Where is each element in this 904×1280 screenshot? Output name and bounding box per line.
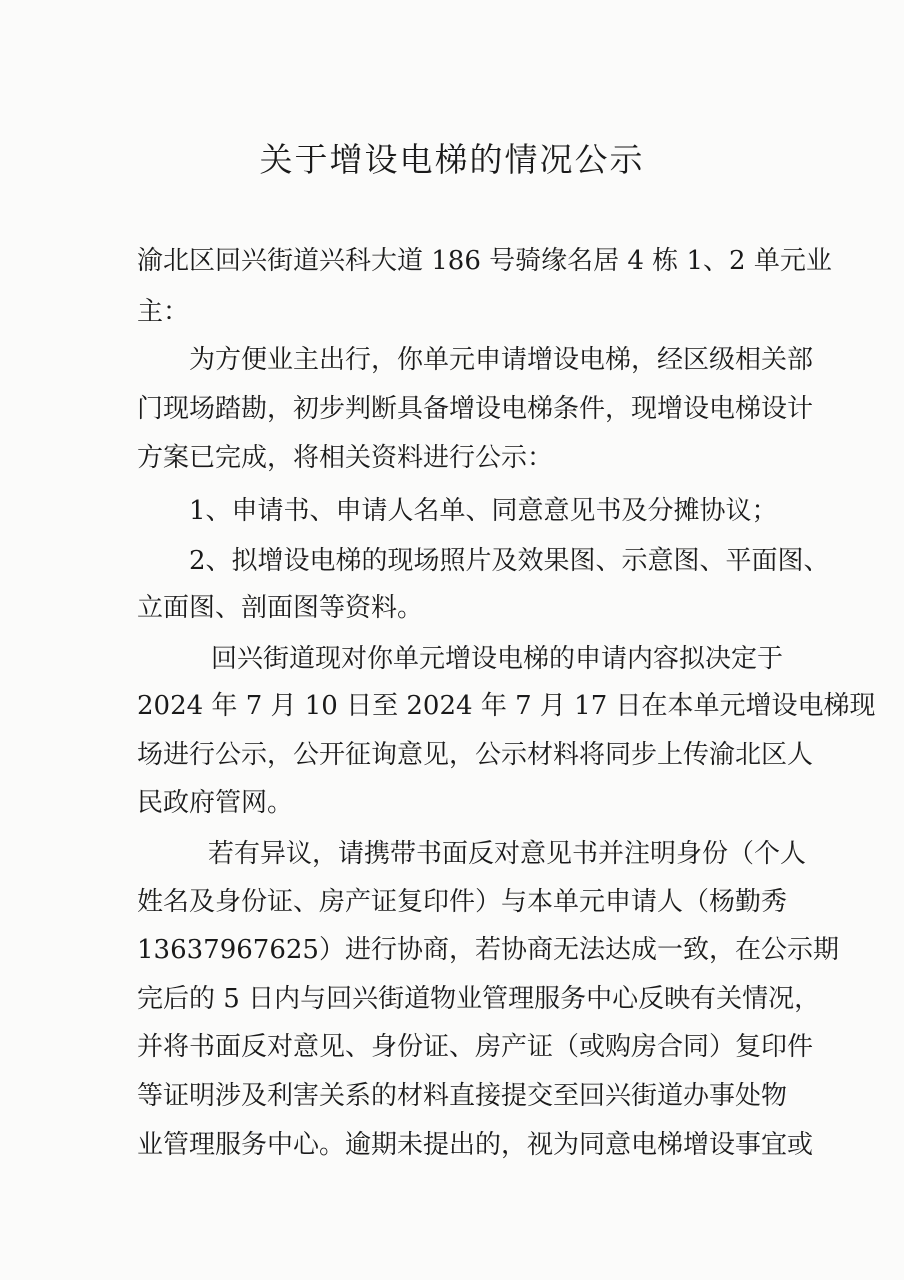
addressee-line-1: 渝北区回兴街道兴科大道 186 号骑缘名居 4 栋 1、2 单元业 bbox=[137, 246, 832, 276]
paragraph-2-line-4: 民政府管网。 bbox=[137, 788, 294, 818]
paragraph-1-line-3: 方案已完成，将相关资料进行公示： bbox=[137, 443, 554, 473]
paragraph-3-line-7: 业管理服务中心。逾期未提出的，视为同意电梯增设事宜或 bbox=[137, 1130, 814, 1160]
document-title: 关于增设电梯的情况公示 bbox=[259, 140, 645, 179]
paragraph-3-line-5: 并将书面反对意见、身份证、房产证（或购房合同）复印件 bbox=[137, 1032, 814, 1062]
paragraph-3-line-1: 若有异议，请携带书面反对意见书并注明身份（个人 bbox=[208, 839, 807, 869]
paragraph-3-line-6: 等证明涉及利害关系的材料直接提交至回兴街道办事处物 bbox=[137, 1081, 788, 1111]
paragraph-3-line-2: 姓名及身份证、房产证复印件）与本单元申请人（杨勤秀 bbox=[137, 887, 788, 917]
paragraph-2-line-2: 2024 年 7 月 10 日至 2024 年 7 月 17 日在本单元增设电梯现 bbox=[137, 691, 876, 721]
paragraph-1-line-2: 门现场踏勘，初步判断具备增设电梯条件，现增设电梯设计 bbox=[137, 394, 814, 424]
list-item-2-line-1: 2、拟增设电梯的现场照片及效果图、示意图、平面图、 bbox=[189, 546, 830, 576]
paragraph-3-line-4: 完后的 5 日内与回兴街道物业管理服务中心反映有关情况， bbox=[137, 984, 821, 1014]
list-item-1: 1、申请书、申请人名单、同意意见书及分摊协议； bbox=[189, 496, 778, 526]
paragraph-1-line-1: 为方便业主出行，你单元申请增设电梯，经区级相关部 bbox=[189, 345, 814, 375]
list-item-2-line-2: 立面图、剖面图等资料。 bbox=[137, 593, 424, 623]
paragraph-2-line-3: 场进行公示，公开征询意见，公示材料将同步上传渝北区人 bbox=[137, 740, 814, 770]
paragraph-2-line-1: 回兴街道现对你单元增设电梯的申请内容拟决定于 bbox=[211, 644, 784, 674]
addressee-line-2: 主： bbox=[137, 297, 190, 327]
paragraph-3-line-3: 13637967625）进行协商，若协商无法达成一致，在公示期 bbox=[137, 935, 839, 965]
